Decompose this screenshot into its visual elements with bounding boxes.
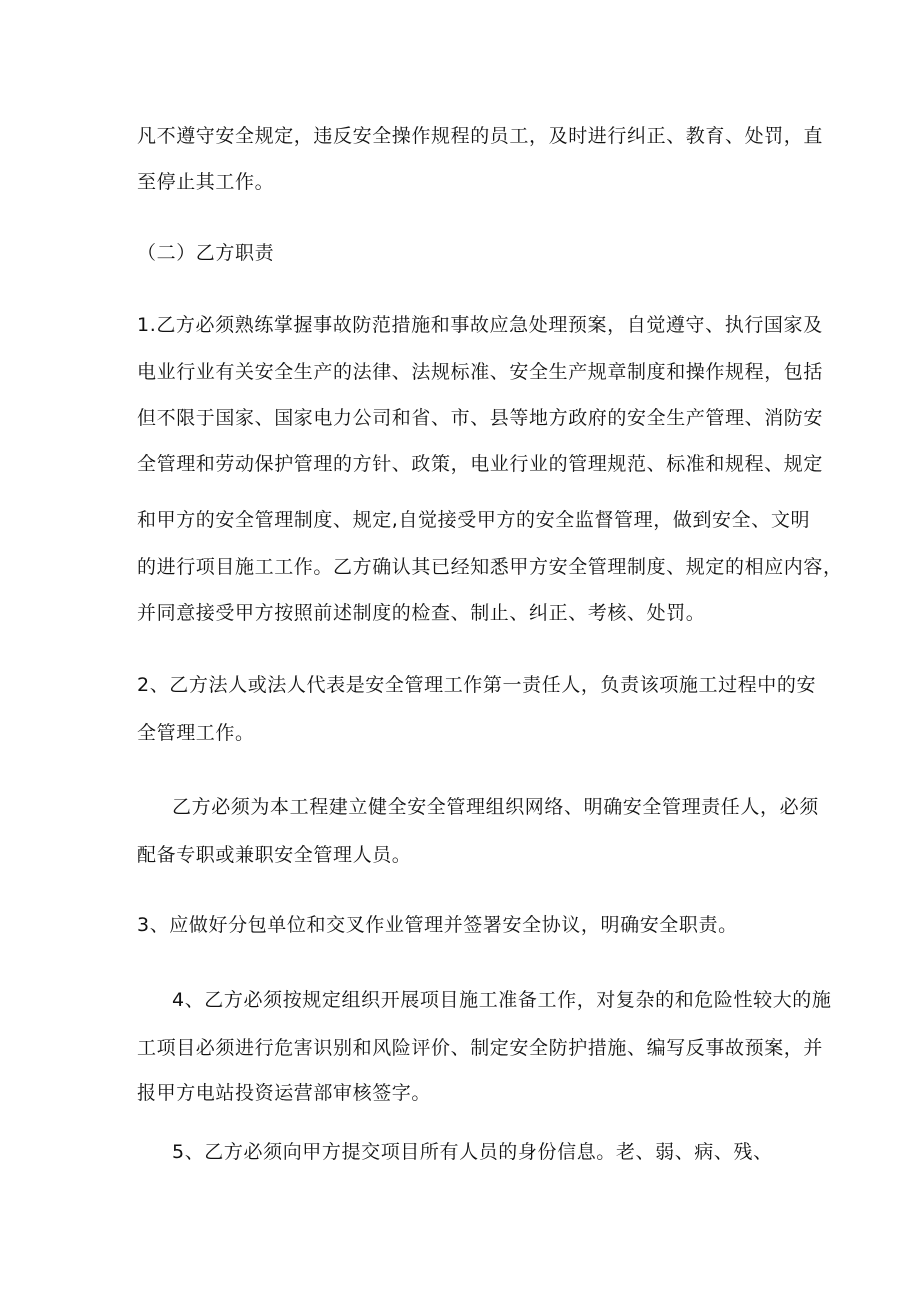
- paragraph-1-line-3: 但不限于国家、国家电力公司和省、市、县等地方政府的安全生产管理、消防安: [137, 407, 824, 429]
- section-heading: （二）乙方职责: [137, 242, 275, 264]
- paragraph-2-line-2: 全管理工作。: [137, 722, 255, 744]
- paragraph-2b-line-2: 配备专职或兼职安全管理人员。: [137, 844, 412, 866]
- paragraph-1-line-7: 并同意接受甲方按照前述制度的检查、制止、纠正、考核、处罚。: [137, 602, 706, 624]
- paragraph-1-line-4: 全管理和劳动保护管理的方针、政策，电业行业的管理规范、标准和规程、规定: [137, 453, 824, 475]
- paragraph-1-line-1: 1.乙方必须熟练掌握事故防范措施和事故应急处理预案，自觉遵守、执行国家及: [137, 314, 823, 336]
- paragraph-0-line-2: 至停止其工作。: [137, 171, 275, 193]
- paragraph-0-line-1: 凡不遵守安全规定，违反安全操作规程的员工，及时进行纠正、教育、处罚，直: [137, 125, 824, 147]
- paragraph-4-line-2: 工项目必须进行危害识别和风险评价、制定安全防护措施、编写反事故预案，并: [137, 1037, 824, 1059]
- paragraph-4-line-3: 报甲方电站投资运营部审核签字。: [137, 1082, 432, 1104]
- paragraph-1-line-5: 和甲方的安全管理制度、规定,自觉接受甲方的安全监督管理，做到安全、文明: [137, 509, 811, 531]
- paragraph-4-line-1: 4、乙方必须按规定组织开展项目施工准备工作，对复杂的和危险性较大的施: [172, 989, 832, 1011]
- paragraph-1-line-6: 的进行项目施工工作。乙方确认其已经知悉甲方安全管理制度、规定的相应内容，: [137, 556, 843, 578]
- paragraph-3-line-1: 3、应做好分包单位和交叉作业管理并签署安全协议，明确安全职责。: [137, 914, 738, 936]
- paragraph-1-line-2: 电业行业有关安全生产的法律、法规标准、安全生产规章制度和操作规程，包括: [137, 361, 824, 383]
- paragraph-5-line-1: 5、乙方必须向甲方提交项目所有人员的身份信息。老、弱、病、残、: [172, 1141, 773, 1163]
- paragraph-2-line-1: 2、乙方法人或法人代表是安全管理工作第一责任人，负责该项施工过程中的安: [137, 674, 817, 696]
- paragraph-2b-line-1: 乙方必须为本工程建立健全安全管理组织网络、明确安全管理责任人，必须: [172, 796, 819, 818]
